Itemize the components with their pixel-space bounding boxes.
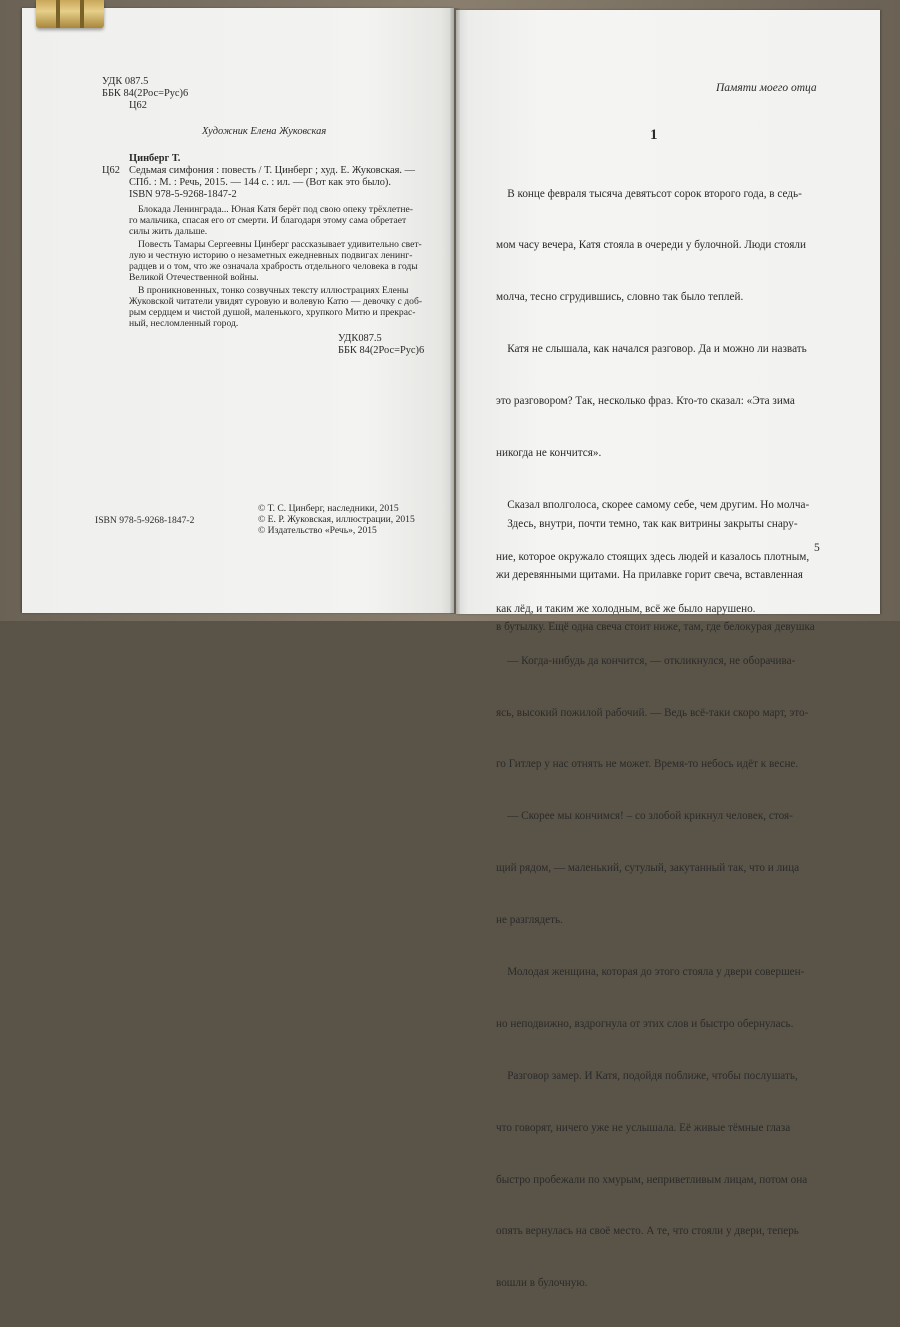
bbk-code-bottom: ББК 84(2Рос=Рус)6 <box>338 345 425 356</box>
page-number: 5 <box>814 542 820 554</box>
cutter-code: Ц62 <box>102 165 120 176</box>
annotation-line: лую и честную историю о незаметных ежедневных подвигах ленинг- <box>129 250 413 261</box>
text-line: Разговор замер. И Катя, подойдя поближе, чтобы послушать, <box>496 1069 798 1082</box>
annotation-line: В проникновенных, тонко созвучных тексту иллюстрациях Елены <box>138 285 409 296</box>
annotation-line: ный, несломленный город. <box>129 318 239 329</box>
annotation-line: радцев и о том, что же означала храбрость отдельного человека в годы <box>129 261 418 272</box>
text-line: Здесь, внутри, почти темно, так как витрины закрыты снару- <box>496 517 798 530</box>
text-line: Сказал вполголоса, скорее самому себе, чем другим. Но молча- <box>496 498 810 511</box>
text-line: вошли в булочную. <box>496 1277 588 1290</box>
text-line: опять вернулась на своё место. А те, что стояли у двери, теперь <box>496 1225 799 1238</box>
text-line: — Когда-нибудь да кончится, — откликнулся, не оборачива- <box>496 654 796 667</box>
annotation-line: Блокада Ленинграда... Юная Катя берёт под свою опеку трёхлетне- <box>138 204 413 215</box>
text-line: Молодая женщина, которая до этого стояла у двери совершен- <box>496 965 805 978</box>
udc-code-bottom: УДК087.5 <box>338 333 382 344</box>
left-page <box>22 8 454 613</box>
bib-line: СПб. : М. : Речь, 2015. — 144 с. : ил. — (Вот как это было). <box>129 177 391 188</box>
cutter-code-top: Ц62 <box>129 100 147 111</box>
bib-line: Седьмая симфония : повесть / Т. Цинберг ; худ. Е. Жуковская. — <box>129 165 415 176</box>
annotation-line: рым сердцем и чистой душой, маленького, хрупкого Митю и прекрас- <box>129 307 416 318</box>
body-paragraphs <box>496 151 809 1327</box>
text-line: жи деревянными щитами. На прилавке горит свеча, вставленная <box>496 569 803 582</box>
text-line: Катя не слышала, как начался разговор. Да и можно ли назвать <box>496 343 807 356</box>
text-line: мом часу вечера, Катя стояла в очереди у булочной. Люди стояли <box>496 239 806 252</box>
text-line: как лёд, и таким же холодным, всё же было нарушено. <box>496 602 756 615</box>
right-page <box>456 10 880 1290</box>
annotation-line: Великой Отечественной войны. <box>129 272 259 283</box>
annotation-line: Жуковской читатели увидят суровую и волевую Катю — девочку с доб- <box>129 296 423 307</box>
annotation-line: силы жить дальше. <box>129 226 208 237</box>
illustrator-credit: Художник Елена Жуковская <box>202 126 327 137</box>
text-line: В конце февраля тысяча девятьсот сорок второго года, в седь- <box>496 187 802 200</box>
text-line: но неподвижно, вздрогнула от этих слов и быстро обернулась. <box>496 1017 794 1030</box>
bbk-code-top: ББК 84(2Рос=Рус)6 <box>102 88 189 99</box>
chapter-number: 1 <box>650 127 658 143</box>
text-line: быстро пробежали по хмурым, неприветливым лицам, потом она <box>496 1173 808 1186</box>
text-line: никогда не кончится». <box>496 447 602 460</box>
copyright-line: © Т. С. Цинберг, наследники, 2015 <box>258 503 399 514</box>
binder-clip <box>36 0 104 28</box>
text-line: не разглядеть. <box>496 914 563 927</box>
text-line: это разговором? Так, несколько фраз. Кто-то сказал: «Эта зима <box>496 395 795 408</box>
copyright-line: © Е. Р. Жуковская, иллюстрации, 2015 <box>258 514 415 525</box>
text-line: молча, тесно сгрудившись, словно так было теплей. <box>496 291 744 304</box>
bib-isbn: ISBN 978-5-9268-1847-2 <box>129 189 237 200</box>
annotation-line: Повесть Тамары Сергеевны Цинберг рассказывает удивительно свет- <box>138 239 422 250</box>
text-line: ние, которое окружало стоящих здесь людей и казалось плотным, <box>496 550 810 563</box>
text-line: щий рядом, — маленький, сутулый, закутанный так, что и лица <box>496 862 800 875</box>
text-line: что говорят, ничего уже не услышала. Её живые тёмные глаза <box>496 1121 791 1134</box>
body-paragraphs-continued <box>496 481 815 671</box>
text-line: — Скорее мы кончимся! – со злобой крикнул человек, стоя- <box>496 810 793 823</box>
author-heading: Цинберг Т. <box>129 153 181 164</box>
copyright-line: © Издательство «Речь», 2015 <box>258 525 377 536</box>
text-line: го Гитлер у нас отнять не может. Время-то небось идёт к весне. <box>496 758 799 771</box>
book-spine <box>450 8 460 614</box>
dedication: Памяти моего отца <box>716 82 817 94</box>
udc-code-top: УДК 087.5 <box>102 76 149 87</box>
text-line: ясь, высокий пожилой рабочий. — Ведь всё-таки скоро март, это- <box>496 706 809 719</box>
isbn-bottom: ISBN 978-5-9268-1847-2 <box>95 515 195 526</box>
text-line: в бутылку. Ещё одна свеча стоит ниже, там, где белокурая девушка <box>496 621 815 634</box>
annotation-line: го мальчика, спасая его от смерти. И благодаря этому сама обретает <box>129 215 407 226</box>
